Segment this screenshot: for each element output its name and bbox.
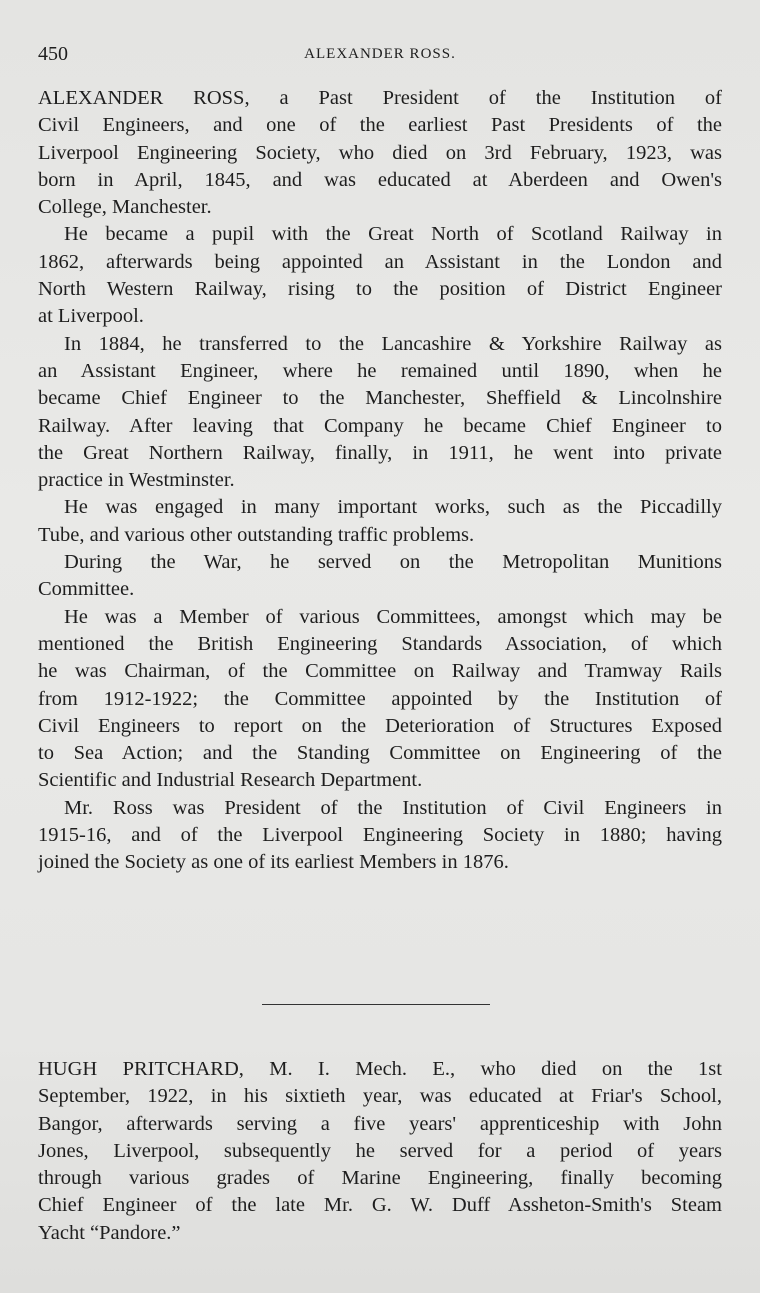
- text-line: Chief Engineer of the late Mr. G. W. Duff Assheton-Smith's Steam: [38, 1194, 722, 1217]
- running-title: ALEXANDER ROSS.: [304, 46, 456, 62]
- text-line: He became a pupil with the Great North of Scotland Railway in: [64, 223, 722, 246]
- text-line: Mr. Ross was President of the Institution of Civil Engineers in: [64, 796, 722, 819]
- text-line: to Sea Action; and the Standing Committee on Engineering of the: [38, 742, 722, 765]
- text-line: at Liverpool.: [38, 305, 144, 328]
- text-line: He was a Member of various Committees, amongst which may be: [64, 605, 722, 628]
- text-line: joined the Society as one of its earliest Members in 1876.: [38, 851, 509, 874]
- text-line: became Chief Engineer to the Manchester, Sheffield & Lincolnshire: [38, 387, 722, 410]
- text-line: an Assistant Engineer, where he remained until 1890, when he: [38, 359, 722, 382]
- page-header: [38, 43, 722, 67]
- text-line: North Western Railway, rising to the position of District Engineer: [38, 278, 722, 301]
- text-line: practice in Westminster.: [38, 469, 235, 492]
- paragraph: [38, 494, 722, 549]
- text-line: Bangor, afterwards serving a five years' apprenticeship with John: [38, 1112, 722, 1135]
- text-line: Civil Engineers to report on the Deterioration of Structures Exposed: [38, 714, 722, 737]
- text-line: College, Manchester.: [38, 196, 212, 219]
- section-divider: [262, 1004, 490, 1005]
- paragraph: [38, 604, 722, 795]
- text-line: In 1884, he transferred to the Lancashire & Yorkshire Railway as: [64, 332, 722, 355]
- text-line: 1862, afterwards being appointed an Assistant in the London and: [38, 250, 722, 273]
- paragraph: [38, 795, 722, 877]
- text-line: mentioned the British Engineering Standards Association, of which: [38, 632, 722, 655]
- text-line: He was engaged in many important works, such as the Piccadilly: [64, 496, 722, 519]
- paragraph: [38, 331, 722, 495]
- text-line: born in April, 1845, and was educated at Aberdeen and Owen's: [38, 168, 722, 191]
- text-line: Railway. After leaving that Company he became Chief Engineer to: [38, 414, 722, 437]
- text-line: HUGH PRITCHARD, M. I. Mech. E., who died on the 1st: [38, 1058, 722, 1080]
- obituary-alexander-ross: [38, 85, 722, 877]
- text-line: Tube, and various other outstanding traffic problems.: [38, 523, 475, 546]
- text-line: Scientific and Industrial Research Department.: [38, 769, 423, 792]
- page-number: 450: [38, 43, 68, 65]
- text-line: ALEXANDER ROSS, a Past President of the Institution of: [38, 87, 722, 109]
- text-line: Jones, Liverpool, subsequently he served for a period of years: [38, 1139, 722, 1162]
- text-line: 1915-16, and of the Liverpool Engineering Society in 1880; having: [38, 824, 722, 847]
- paragraph: [38, 1056, 722, 1247]
- paragraph: [38, 221, 722, 330]
- paragraph: [38, 85, 722, 221]
- text-line: from 1912-1922; the Committee appointed by the Institution of: [38, 687, 722, 710]
- text-line: Liverpool Engineering Society, who died on 3rd February, 1923, was: [38, 141, 722, 164]
- text-line: through various grades of Marine Engineering, finally becoming: [38, 1167, 722, 1190]
- text-line: Civil Engineers, and one of the earliest Past Presidents of the: [38, 114, 722, 137]
- text-line: Committee.: [38, 578, 135, 601]
- paragraph: [38, 549, 722, 604]
- text-line: the Great Northern Railway, finally, in 1911, he went into private: [38, 441, 722, 464]
- text-line: he was Chairman, of the Committee on Railway and Tramway Rails: [38, 660, 722, 683]
- text-line: During the War, he served on the Metropolitan Munitions: [64, 551, 722, 574]
- text-line: September, 1922, in his sixtieth year, was educated at Friar's School,: [38, 1085, 722, 1108]
- obituary-hugh-pritchard: [38, 1056, 722, 1247]
- text-line: Yacht “Pandore.”: [38, 1221, 181, 1244]
